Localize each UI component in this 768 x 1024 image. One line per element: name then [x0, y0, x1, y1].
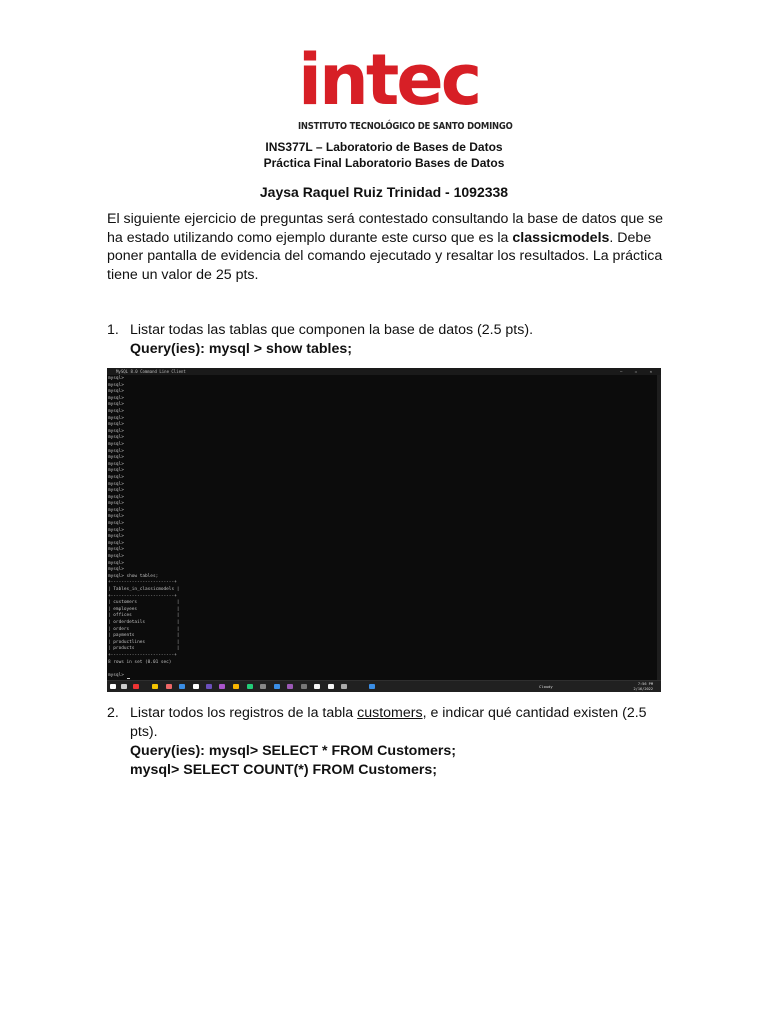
- taskbar-date: 2/16/2022: [633, 686, 653, 691]
- terminal-prompt-line: mysql>: [108, 461, 124, 467]
- taskbar-weather: Cloudy: [539, 684, 553, 689]
- terminal-prompt-line: mysql>: [108, 468, 124, 474]
- taskbar-time: 7:56 PM: [637, 682, 653, 686]
- terminal-table-row: | orderdetails |: [108, 619, 180, 625]
- terminal-prompt-line: mysql>: [108, 514, 124, 520]
- terminal-prompt-line: mysql>: [108, 481, 124, 487]
- question-query: Query(ies): mysql > show tables;: [130, 341, 352, 357]
- taskbar-app-icon[interactable]: [287, 684, 293, 689]
- terminal-prompt-line: mysql>: [108, 428, 124, 434]
- question-number: 2.: [107, 705, 119, 721]
- taskbar-app-icon[interactable]: [247, 684, 253, 689]
- terminal-prompt-line: mysql>: [108, 395, 124, 401]
- intro-db-name: classicmodels: [512, 229, 610, 246]
- terminal-prompt-line: mysql>: [108, 474, 124, 480]
- terminal-table-row: | orders |: [108, 626, 180, 632]
- taskbar-app-icon[interactable]: [179, 684, 185, 689]
- taskbar-app-icon[interactable]: [260, 684, 266, 689]
- terminal-prompt-line: mysql>: [108, 382, 124, 388]
- question-text: Listar todas las tablas que componen la base de datos (2.5 pts).: [130, 322, 534, 338]
- question-1: [107, 321, 667, 359]
- terminal-table-border: +------------------------+: [108, 593, 177, 599]
- terminal-command-line: mysql> show tables;: [108, 573, 159, 579]
- terminal-screenshot: [107, 368, 661, 692]
- terminal-final-prompt: mysql>: [108, 673, 648, 680]
- taskbar-app-icon[interactable]: [121, 684, 127, 689]
- terminal-prompt-line: mysql>: [108, 507, 124, 513]
- question-query-1: Query(ies): mysql> SELECT * FROM Customers;: [130, 743, 456, 759]
- terminal-prompt-line: mysql>: [108, 389, 124, 395]
- terminal-prompt-line: mysql>: [108, 567, 124, 573]
- terminal-prompt-line: mysql>: [108, 441, 124, 447]
- question-text-after: , e indicar qué cantidad existen (2.5 pts).: [130, 705, 647, 740]
- taskbar-app-icon[interactable]: [274, 684, 280, 689]
- taskbar-app-icon[interactable]: [110, 684, 116, 689]
- intro-text-after: . Debe poner pantalla de evidencia del comando ejecutado y resaltar los resultados. La práctica tiene un valor de 25 pts.: [107, 229, 663, 283]
- intro-paragraph: [107, 210, 667, 284]
- taskbar-app-icon[interactable]: [328, 684, 334, 689]
- window-controls: – ☐ ✕: [619, 369, 657, 374]
- terminal-prompt-line: mysql>: [108, 547, 124, 553]
- logo-wordmark: intec: [298, 39, 480, 121]
- taskbar-app-icon[interactable]: [233, 684, 239, 689]
- terminal-table-border: +------------------------+: [108, 580, 177, 586]
- terminal-prompt-line: mysql>: [108, 402, 124, 408]
- windows-taskbar: [107, 680, 661, 692]
- terminal-window-title: MySQL 8.0 Command Line Client: [116, 369, 186, 374]
- terminal-result-line: 8 rows in set (0.01 sec): [108, 659, 172, 665]
- terminal-table-row: | payments |: [108, 633, 180, 639]
- question-2: [107, 704, 667, 780]
- taskbar-app-icon[interactable]: [341, 684, 347, 689]
- terminal-prompt-line: mysql>: [108, 435, 124, 441]
- terminal-titlebar: [107, 368, 661, 375]
- terminal-prompt-line: mysql>: [108, 422, 124, 428]
- taskbar-app-icon[interactable]: [206, 684, 212, 689]
- terminal-prompt-line: mysql>: [108, 376, 124, 381]
- question-query-2: mysql> SELECT COUNT(*) FROM Customers;: [130, 762, 438, 778]
- terminal-table-row: | customers |: [108, 600, 180, 606]
- terminal-table-row: | productlines |: [108, 639, 180, 645]
- terminal-prompt-line: mysql>: [108, 540, 124, 546]
- taskbar-app-icon[interactable]: [152, 684, 158, 689]
- course-title: INS377L – Laboratorio de Bases de Datos: [265, 140, 503, 154]
- logo-subtitle: INSTITUTO TECNOLÓGICO DE SANTO DOMINGO: [298, 121, 513, 132]
- terminal-table-header: | Tables_in_classicmodels |: [108, 587, 180, 592]
- terminal-prompt-line: mysql>: [108, 521, 124, 527]
- taskbar-app-icon[interactable]: [166, 684, 172, 689]
- terminal-prompt-line: mysql>: [108, 501, 124, 507]
- terminal-prompt-line: mysql>: [108, 494, 124, 500]
- taskbar-clock: [634, 682, 653, 691]
- practice-title: Práctica Final Laboratorio Bases de Datos: [263, 156, 505, 170]
- taskbar-app-icon[interactable]: [193, 684, 199, 689]
- terminal-prompt-line: mysql>: [108, 488, 124, 494]
- question-text-before: Listar todos los registros de la tabla: [130, 705, 358, 721]
- terminal-prompt-line: mysql>: [108, 554, 124, 560]
- terminal-prompt-line: mysql>: [108, 560, 124, 566]
- taskbar-app-icon[interactable]: [219, 684, 225, 689]
- taskbar-app-icon[interactable]: [369, 684, 375, 689]
- terminal-prompt-line: mysql>: [108, 534, 124, 540]
- question-text: [130, 704, 667, 742]
- question-table-name: customers: [357, 705, 423, 721]
- terminal-scrollbar: [657, 375, 661, 681]
- terminal-prompt-line: mysql>: [108, 455, 124, 461]
- terminal-table-row: | employees |: [108, 606, 180, 612]
- terminal-table-row: | offices |: [108, 613, 180, 619]
- terminal-table-border: +------------------------+: [108, 652, 177, 658]
- author-line: Jaysa Raquel Ruiz Trinidad - 1092338: [259, 184, 509, 200]
- terminal-prompt-line: mysql>: [108, 448, 124, 454]
- terminal-prompt-line: mysql>: [108, 527, 124, 533]
- terminal-output: [108, 376, 648, 679]
- terminal-blank-line: [108, 666, 648, 673]
- terminal-prompt-line: mysql>: [108, 408, 124, 414]
- intec-logo: [298, 39, 513, 134]
- terminal-prompt-line: mysql>: [108, 415, 124, 421]
- taskbar-app-icon[interactable]: [314, 684, 320, 689]
- intro-text-before: El siguiente ejercicio de preguntas será contestado consultando la base de datos que se ha estado utilizando como ejemplo durante este curso que es la: [107, 211, 664, 246]
- terminal-table-row: | products |: [108, 646, 180, 652]
- taskbar-app-icon[interactable]: [133, 684, 139, 689]
- question-number: 1.: [107, 322, 119, 338]
- taskbar-app-icon[interactable]: [301, 684, 307, 689]
